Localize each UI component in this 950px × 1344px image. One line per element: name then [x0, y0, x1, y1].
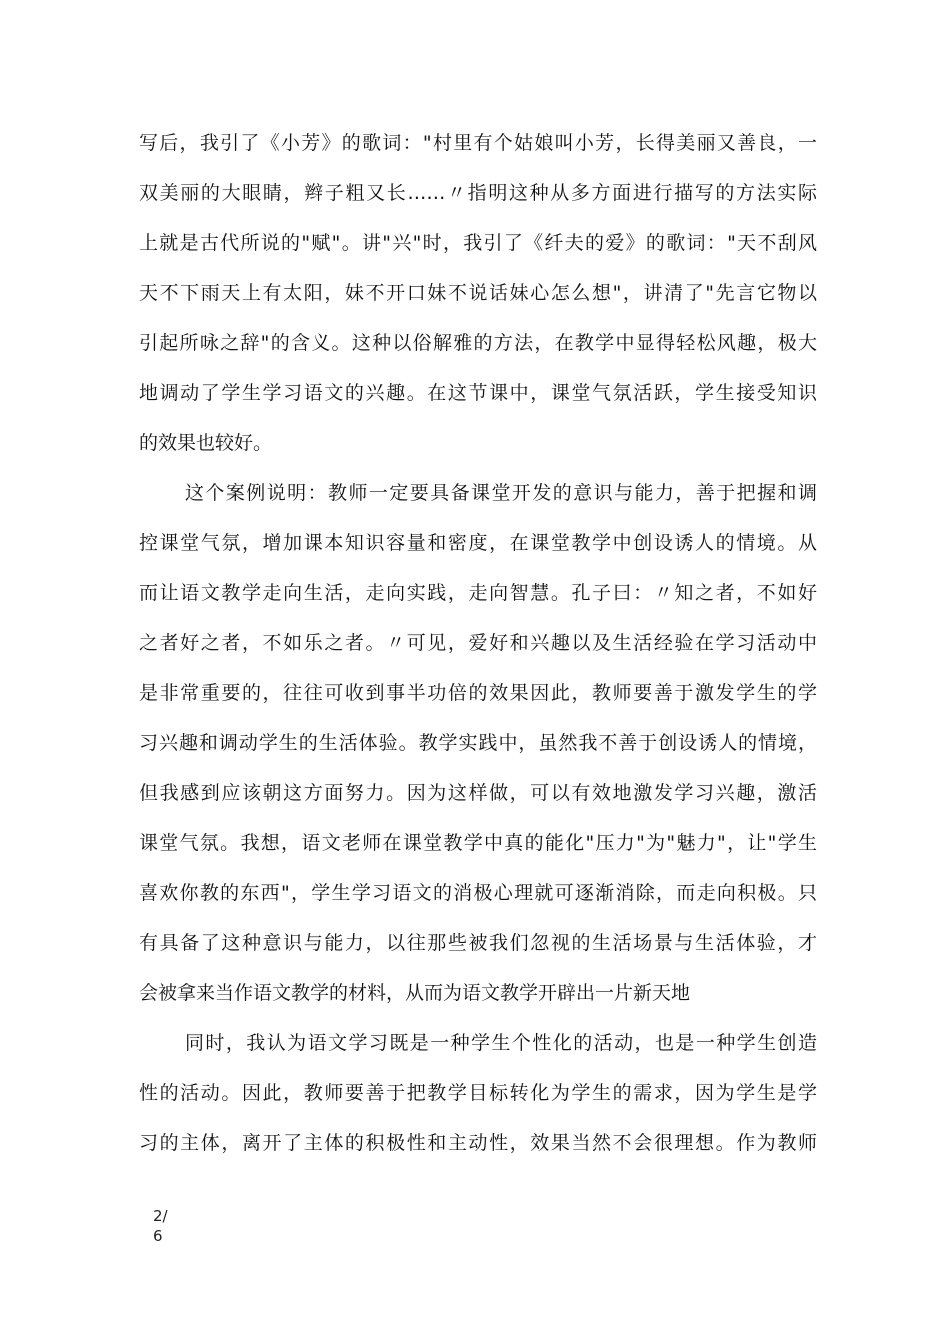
text-line: 引起所咏之辞"的含义。这种以俗解雅的方法，在教学中显得轻松风趣，极大 — [139, 332, 817, 354]
page-number-current: 2/ — [153, 1207, 168, 1225]
text-line: 同时，我认为语文学习既是一种学生个性化的活动，也是一种学生创造 — [185, 1032, 817, 1054]
text-line: 性的活动。因此，教师要善于把教学目标转化为学生的需求，因为学生是学 — [139, 1082, 817, 1104]
text-line: 但我感到应该朝这方面努力。因为这样做，可以有效地激发学习兴趣，激活 — [139, 782, 817, 804]
text-line: 会被拿来当作语文教学的材料，从而为语文教学开辟出一片新天地 — [139, 982, 691, 1004]
text-line: 这个案例说明：教师一定要具备课堂开发的意识与能力，善于把握和调 — [185, 482, 817, 504]
text-line: 课堂气氛。我想，语文老师在课堂教学中真的能化"压力"为"魅力"，让"学生 — [139, 832, 817, 854]
text-line: 上就是古代所说的"赋"。讲"兴"时，我引了《纤夫的爱》的歌词："天不刮风 — [139, 232, 817, 254]
text-line: 天不下雨天上有太阳，妹不开口妹不说话妹心怎么想"，讲清了"先言它物以 — [139, 282, 817, 304]
text-line: 控课堂气氛，增加课本知识容量和密度，在课堂教学中创设诱人的情境。从 — [139, 532, 817, 554]
text-line: 是非常重要的，往往可收到事半功倍的效果因此，教师要善于激发学生的学 — [139, 682, 817, 704]
page-number-total: 6 — [153, 1227, 163, 1245]
text-line: 喜欢你教的东西"，学生学习语文的消极心理就可逐渐消除，而走向积极。只 — [139, 882, 817, 904]
text-line: 写后，我引了《小芳》的歌词："村里有个姑娘叫小芳，长得美丽又善良，一 — [139, 132, 817, 154]
text-line: 的效果也较好。 — [139, 432, 273, 454]
text-line: 习兴趣和调动学生的生活体验。教学实践中，虽然我不善于创设诱人的情境， — [139, 732, 817, 754]
text-line: 有具备了这种意识与能力，以往那些被我们忽视的生活场景与生活体验，才 — [139, 932, 817, 954]
text-line: 双美丽的大眼睛，辫子粗又长……〃指明这种从多方面进行描写的方法实际 — [139, 182, 817, 204]
text-line: 习的主体，离开了主体的积极性和主动性，效果当然不会很理想。作为教师 — [139, 1132, 817, 1154]
text-line: 而让语文教学走向生活，走向实践，走向智慧。孔子曰：〃知之者，不如好 — [139, 582, 817, 604]
text-line: 地调动了学生学习语文的兴趣。在这节课中，课堂气氛活跃，学生接受知识 — [139, 382, 817, 404]
text-line: 之者好之者，不如乐之者。〃可见，爱好和兴趣以及生活经验在学习活动中 — [139, 632, 817, 654]
